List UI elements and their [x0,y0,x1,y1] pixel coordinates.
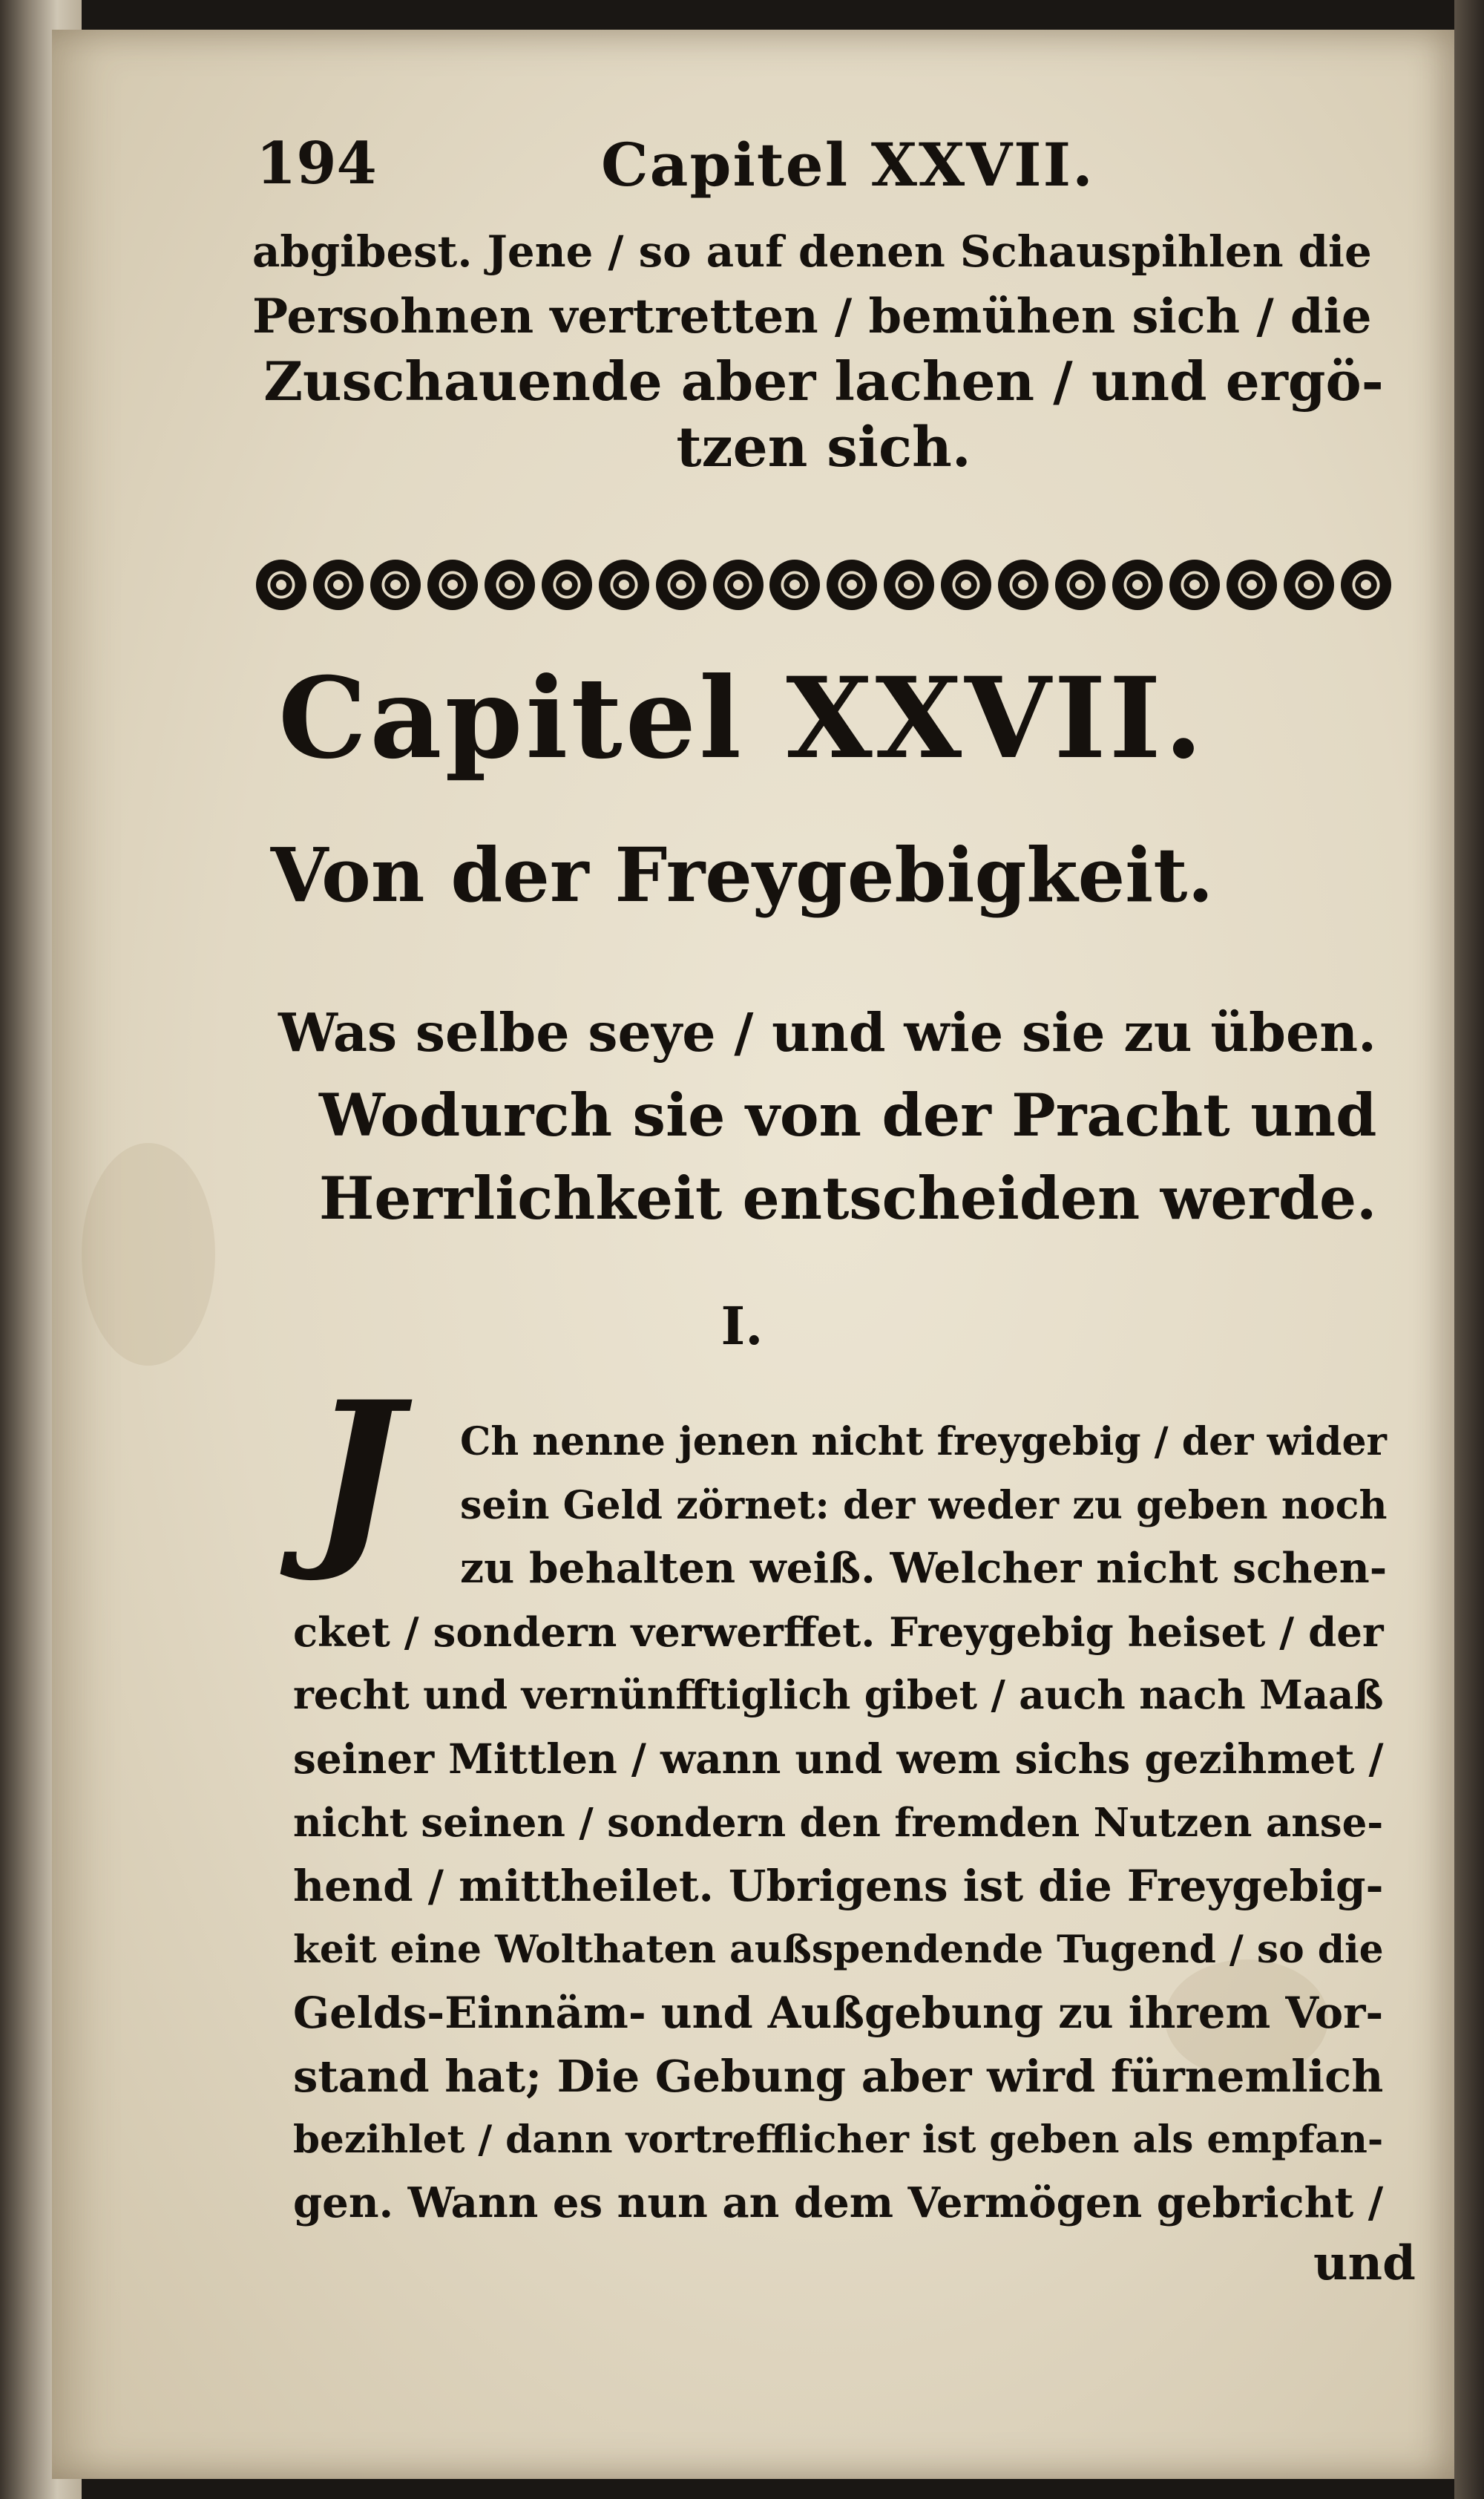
chapter-title: Capitel XXVII. [278,653,1206,784]
text-line: hend / mittheilet. Ubrigens ist die Freygebig- [293,1860,1384,1911]
chapter-summary [278,991,1399,1240]
text-line: Persohnen vertretten / bemühen sich / die [252,289,1372,344]
text-line: nicht seinen / sondern den fremden Nutzen anse- [293,1799,1384,1846]
chapter-subtitle: Von der Freygebigkeit. [270,831,1214,919]
summary-line: Wodurch sie von der Pracht und [319,1081,1377,1150]
catchword: und [1313,2236,1416,2291]
drop-cap: J [310,1360,402,1586]
running-head: Capitel XXVII. [601,130,1094,200]
summary-line: Was selbe seye / und wie sie zu üben. [278,1001,1376,1064]
text-line: keit eine Wolthaten außspendende Tugend / so die [293,1927,1384,1972]
carryover-text [252,219,1395,480]
text-line: cket / sondern verwerffet. Freygebig heiset / der [293,1608,1384,1656]
summary-line: Herrlichkeit entscheiden werde. [319,1164,1377,1233]
body-text [293,1410,1406,2236]
text-line: recht und vernünfftiglich gibet / auch nach Maaß [293,1672,1384,1718]
text-line: Gelds-Einnäm- und Außgebung zu ihrem Vor- [293,1987,1384,2038]
text-line: Ch nenne jenen nicht freygebig / der wider [460,1419,1387,1464]
text-line: Zuschauende aber lachen / und ergö- [263,350,1384,413]
text-line: bezihlet / dann vortrefflicher ist geben als empfan- [293,2117,1384,2162]
page-number: 194 [256,130,377,197]
text-line: tzen sich. [676,416,971,479]
text-line: stand hat; Die Gebung aber wird fürnemlich [293,2050,1384,2102]
section-number: I. [720,1295,764,1357]
page-header [256,130,1384,212]
binding-gutter [1454,0,1484,2499]
text-line: sein Geld zörnet: der weder zu geben noch [460,1482,1388,1528]
text-line: abgibest. Jene / so auf denen Schauspihlen die [252,226,1372,277]
text-line: zu behalten weiß. Welcher nicht schen- [460,1544,1388,1593]
text-line: gen. Wann es nun an dem Vermögen gebricht / [293,2178,1384,2227]
ornamental-rule [256,549,1391,620]
text-line: seiner Mittlen / wann und wem sichs gezihmet / [293,1735,1384,1783]
